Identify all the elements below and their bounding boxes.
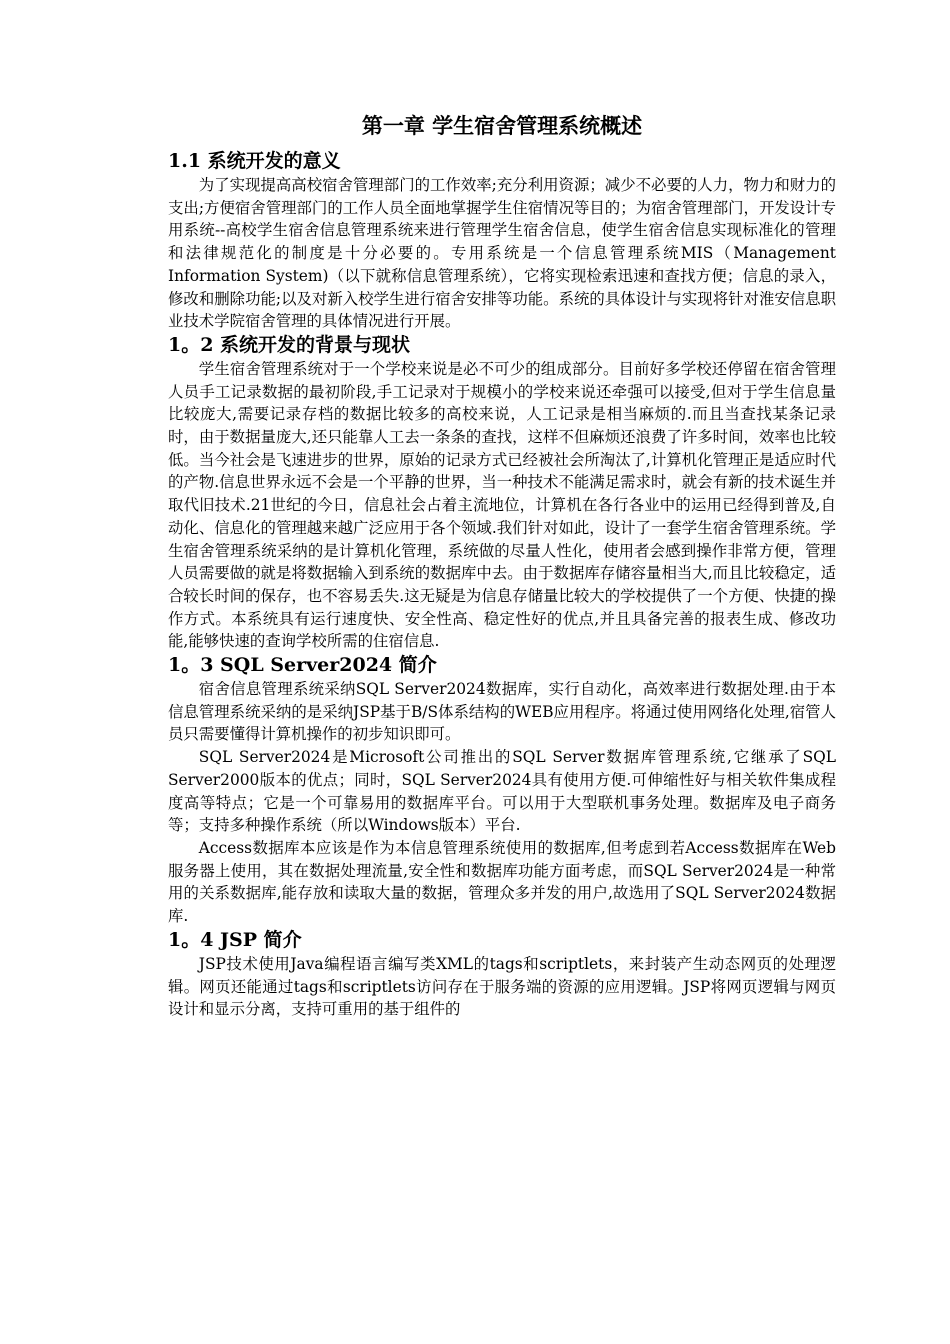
paragraph: 为了实现提高高校宿舍管理部门的工作效率;充分利用资源；减少不必要的人力，物力和财力的支出;方便宿舍管理部门的工作人员全面地掌握学生住宿情况等目的；为宿舍管理部门，开发设计专用系统--高校学生宿舍信息管理系统来进行管理学生宿舍信息，使学生宿舍信息实现标准化的管理和法律规范化的制度是十分必要的。专用系统是一个信息管理系统MIS（Management Information System)（以下就称信息管理系统），它将实现检索迅速和查找方便；信息的录入，修改和删除功能;以及对新入校学生进行宿舍安排等功能。系统的具体设计与实现将针对淮安信息职业技术学院宿舍管理的具体情况进行开展。 [168, 176, 836, 331]
section-1-3 [168, 653, 836, 928]
document-page [168, 112, 836, 1021]
section-heading: 1。2 系统开发的背景与现状 [168, 333, 411, 356]
section-heading: 1。3 SQL Server2024 简介 [168, 654, 437, 677]
section-heading: 1。4 JSP 简介 [168, 928, 302, 951]
chapter-title: 第一章 学生宿舍管理系统概述 [361, 114, 643, 138]
paragraph: 学生宿舍管理系统对于一个学校来说是必不可少的组成部分。目前好多学校还停留在宿舍管理人员手工记录数据的最初阶段,手工记录对于规模小的学校来说还牵强可以接受,但对于学生信息量比较庞大,需要记录存档的数据比较多的高校来说，人工记录是相当麻烦的.而且当查找某条记录时，由于数据量庞大,还只能靠人工去一条条的查找，这样不但麻烦还浪费了许多时间，效率也比较低。当今社会是飞速进步的世界，原始的记录方式已经被社会所淘汰了,计算机化管理正是适应时代的产物.信息世界永远不会是一个平静的世界，当一种技术不能满足需求时，就会有新的技术诞生并取代旧技术.21世纪的今日，信息社会占着主流地位，计算机在各行各业中的运用已经得到普及,自动化、信息化的管理越来越广泛应用于各个领域.我们针对如此，设计了一套学生宿舍管理系统。学生宿舍管理系统采纳的是计算机化管理，系统做的尽量人性化，使用者会感到操作非常方便，管理人员需要做的就是将数据输入到系统的数据库中去。由于数据库存储容量相当大,而且比较稳定，适合较长时间的保存，也不容易丢失.这无疑是为信息存储量比较大的学校提供了一个方便、快捷的操作方式。本系统具有运行速度快、安全性高、稳定性好的优点,并且具备完善的报表生成、修改功能,能够快速的查询学校所需的住宿信息. [168, 359, 836, 651]
paragraph: SQL Server2024是Microsoft公司推出的SQL Server数据库管理系统,它继承了SQL Server2000版本的优点；同时，SQL Server2024具有使用方便.可伸缩性好与相关软件集成程度高等特点；它是一个可靠易用的数据库平台。可以用于大型联机事务处理。数据库及电子商务等；支持多种操作系统（所以Windows版本）平台. [168, 748, 836, 835]
section-heading: 1.1 系统开发的意义 [168, 150, 341, 172]
section-1-4 [168, 928, 836, 1021]
paragraph: 宿舍信息管理系统采纳SQL Server2024数据库，实行自动化，高效率进行数据处理.由于本信息管理系统采纳的是采纳JSP基于B/S体系结构的WEB应用程序。将通过使用网络化处理,宿管人员只需要懂得计算机操作的初步知识即可。 [168, 680, 836, 744]
section-1-2 [168, 333, 836, 653]
section-1-1 [168, 149, 836, 333]
paragraph: Access数据库本应该是作为本信息管理系统使用的数据库,但考虑到若Access数据库在Web服务器上使用，其在数据处理流量,安全性和数据库功能方面考虑，而SQL Server2024是一种常用的关系数据库,能存放和读取大量的数据，管理众多并发的用户,故选用了SQL Server2024数据库. [168, 838, 836, 926]
paragraph: JSP技术使用Java编程语言编写类XML的tags和scriptlets，来封装产生动态网页的处理逻辑。网页还能通过tags和scriptlets访问存在于服务端的资源的应用逻辑。JSP将网页逻辑与网页设计和显示分离，支持可重用的基于组件的 [168, 954, 836, 1019]
